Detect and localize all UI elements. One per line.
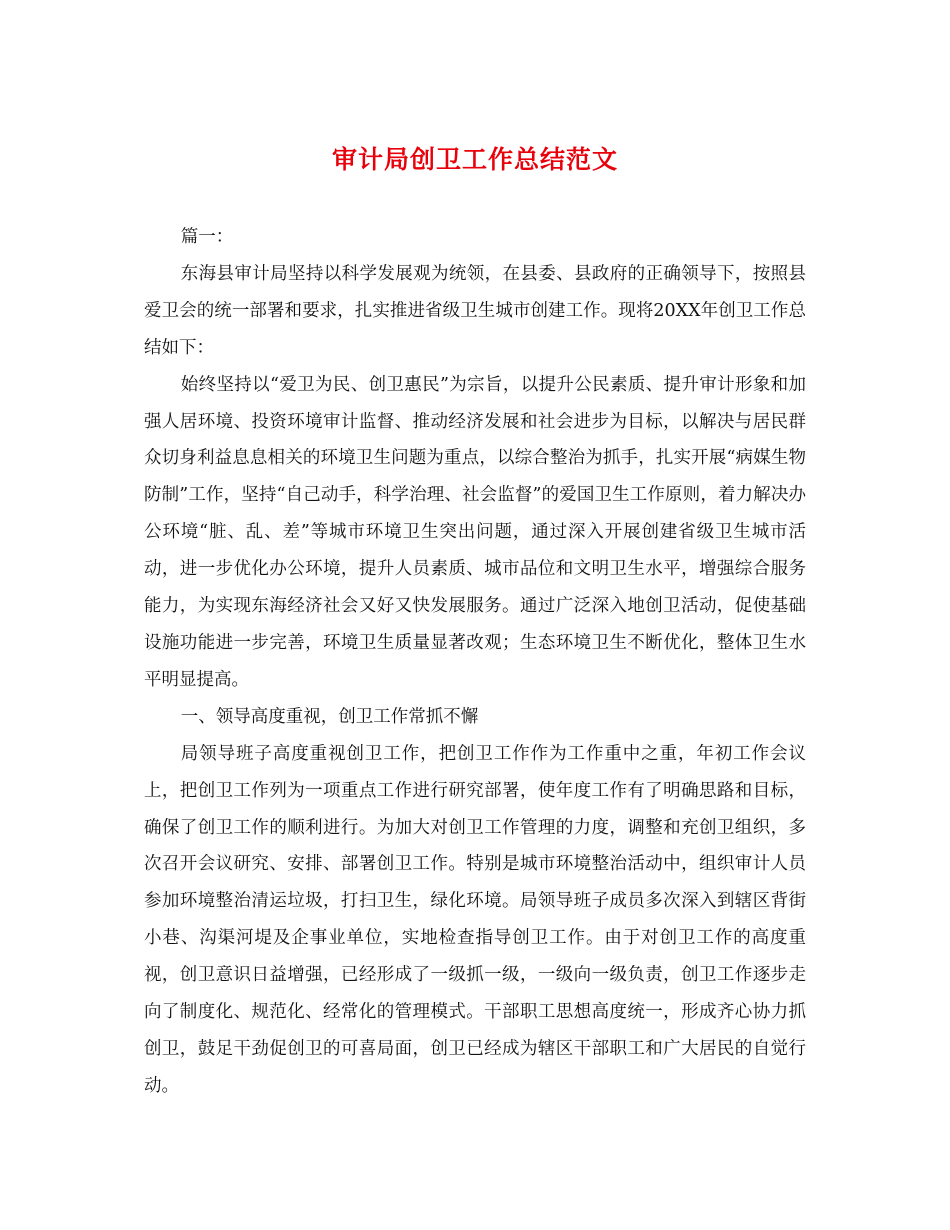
leadership-paragraph: 局领导班子高度重视创卫工作，把创卫工作作为工作重中之重，年初工作会议上，把创卫工作列为一项重点工作进行研究部署，使年度工作有了明确思路和目标，确保了创卫工作的顺利进行。为加大对创卫工作管理的力度，调整和充创卫组织，多次召开会议研究、安排、部署创卫工作。特别是城市环境整治活动中，组织审计人员参加环境整治清运垃圾，打扫卫生，绿化环境。局领导班子成员多次深入到辖区背街小巷、沟渠河堤及企事业单位，实地检查指导创卫工作。由于对创卫工作的高度重视，创卫意识日益增强，已经形成了一级抓一级，一级向一级负责，创卫工作逐步走向了制度化、规范化、经常化的管理模式。干部职工思想高度统一，形成齐心协力抓创卫，鼓足干劲促创卫的可喜局面，创卫已经成为辖区干部职工和广大居民的自觉行动。	[144, 743, 806, 1096]
document-title: 审计局创卫工作总结范文	[331, 145, 618, 174]
section-label: 篇一：	[180, 227, 234, 247]
document-body	[144, 219, 806, 1105]
section-heading: 一、领导高度重视，创卫工作常抓不懈	[180, 706, 479, 727]
intro-paragraph: 东海县审计局坚持以科学发展观为统领，在县委、县政府的正确领导下，按照县爱卫会的统一部署和要求，扎实推进省级卫生城市创建工作。现将20XX年创卫工作总结如下：	[144, 263, 806, 358]
purpose-paragraph: 始终坚持以“爱卫为民、创卫惠民”为宗旨，以提升公民素质、提升审计形象和加强人居环境、投资环境审计监督、推动经济发展和社会进步为目标，以解决与居民群众切身利益息息相关的环境卫生问题为重点，以综合整治为抓手，扎实开展“病媒生物防制”工作，坚持“自己动手，科学治理、社会监督”的爱国卫生工作原则，着力解决办公环境“脏、乱、差”等城市环境卫生突出问题，通过深入开展创建省级卫生城市活动，进一步优化办公环境，提升人员素质、城市品位和文明卫生水平，增强综合服务能力，为实现东海经济社会又好又快发展服务。通过广泛深入地创卫活动，促使基础设施功能进一步完善，环境卫生质量显著改观；生态环境卫生不断优化，整体卫生水平明显提高。	[144, 374, 806, 690]
